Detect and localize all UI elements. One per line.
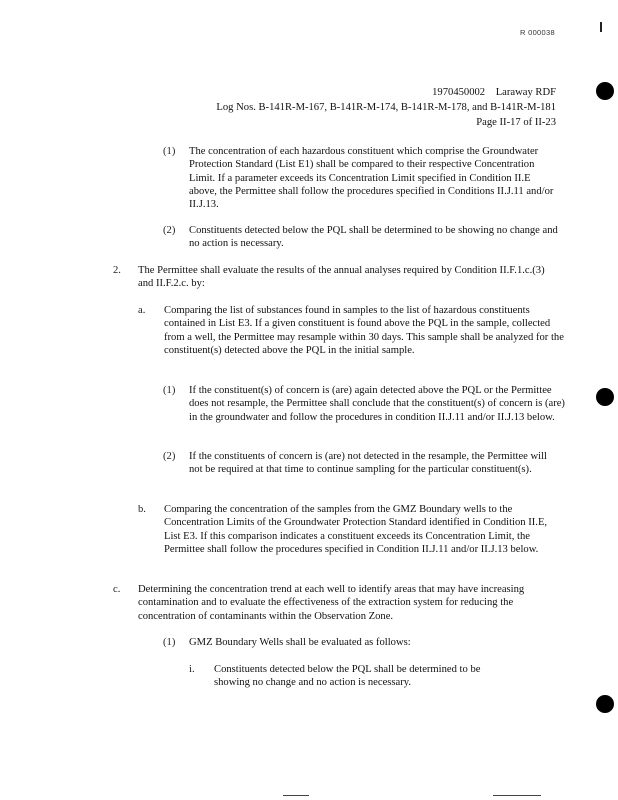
- paragraph-gmz-wells-evaluation: GMZ Boundary Wells shall be evaluated as follows:: [189, 637, 411, 648]
- paragraph-annual-analyses: The Permittee shall evaluate the results of the annual analyses required by Condition II.F.1.c.(3) and II.F.2.c. by:: [138, 265, 545, 290]
- item-marker: (1): [163, 146, 176, 157]
- paragraph-below-pql: Constituents detected below the PQL shall be determined to be showing no change and no action is necessary.: [189, 225, 558, 250]
- corner-mark: [600, 22, 602, 32]
- item-marker: (2): [163, 225, 176, 236]
- header-doc-id: 1970450002 Laraway RDF: [432, 87, 556, 98]
- item-marker: i.: [189, 664, 195, 675]
- item-marker: (1): [163, 637, 176, 648]
- paragraph-compare-substances: Comparing the list of substances found in samples to the list of hazardous constituents contained in List E3. If a given constituent is found above the PQL in the sample, collected from a well, the Permittee may resample within 30 days. This sample shall be analyzed for the constituent(s) detected above the PQL in the initial sample.: [164, 305, 564, 356]
- footer-rule-right: [493, 795, 541, 796]
- page-stamp: R 000038: [520, 28, 555, 37]
- item-marker: c.: [113, 584, 121, 595]
- item-marker: b.: [138, 504, 146, 515]
- footer-rule-left: [283, 795, 309, 796]
- paragraph-again-detected: If the constituent(s) of concern is (are) again detected above the PQL or the Permittee does not resample, the Permittee shall conclude that the constituent(s) of concern is (are) in the groundwater and follow the procedures in condition II.J.11 and/or II.J.13 below.: [189, 385, 565, 423]
- item-marker: a.: [138, 305, 146, 316]
- paragraph-below-pql-no-change: Constituents detected below the PQL shall be determined to be showing no change and no action is necessary.: [214, 664, 481, 689]
- item-marker: 2.: [113, 265, 121, 276]
- binder-hole-bottom: [596, 695, 614, 713]
- paragraph-concentration-trend: Determining the concentration trend at each well to identify areas that may have increasing contamination and to evaluate the effectiveness of the extraction system for reducing the concentration of contaminants within the Observation Zone.: [138, 584, 525, 622]
- paragraph-not-detected-resample: If the constituents of concern is (are) not detected in the resample, the Permittee will not be required at that time to continue sampling for the particular constituent(s).: [189, 451, 547, 476]
- paragraph-compare-concentration: The concentration of each hazardous constituent which comprise the Groundwater Protection Standard (List E1) shall be compared to their respective Concentration Limit. If a parameter exceeds its Concentration Limit specified in Condition II.E above, the Permittee shall follow the procedures specified in Conditions II.J.11 and/or II.J.13.: [189, 146, 554, 211]
- binder-hole-middle: [596, 388, 614, 406]
- item-marker: (2): [163, 451, 176, 462]
- binder-hole-top: [596, 82, 614, 100]
- item-marker: (1): [163, 385, 176, 396]
- header-page-number: Page II-17 of II-23: [476, 117, 556, 128]
- paragraph-gmz-boundary-compare: Comparing the concentration of the samples from the GMZ Boundary wells to the Concentration Limits of the Groundwater Protection Standard identified in Condition II.E, List E3. If this comparison indicates a constituent exceeds its Concentration Limit, the Permittee shall follow the procedures specified in Condition II.J.11 and/or II.J.13 below.: [164, 504, 548, 555]
- header-log-numbers: Log Nos. B-141R-M-167, B-141R-M-174, B-141R-M-178, and B-141R-M-181: [216, 102, 556, 113]
